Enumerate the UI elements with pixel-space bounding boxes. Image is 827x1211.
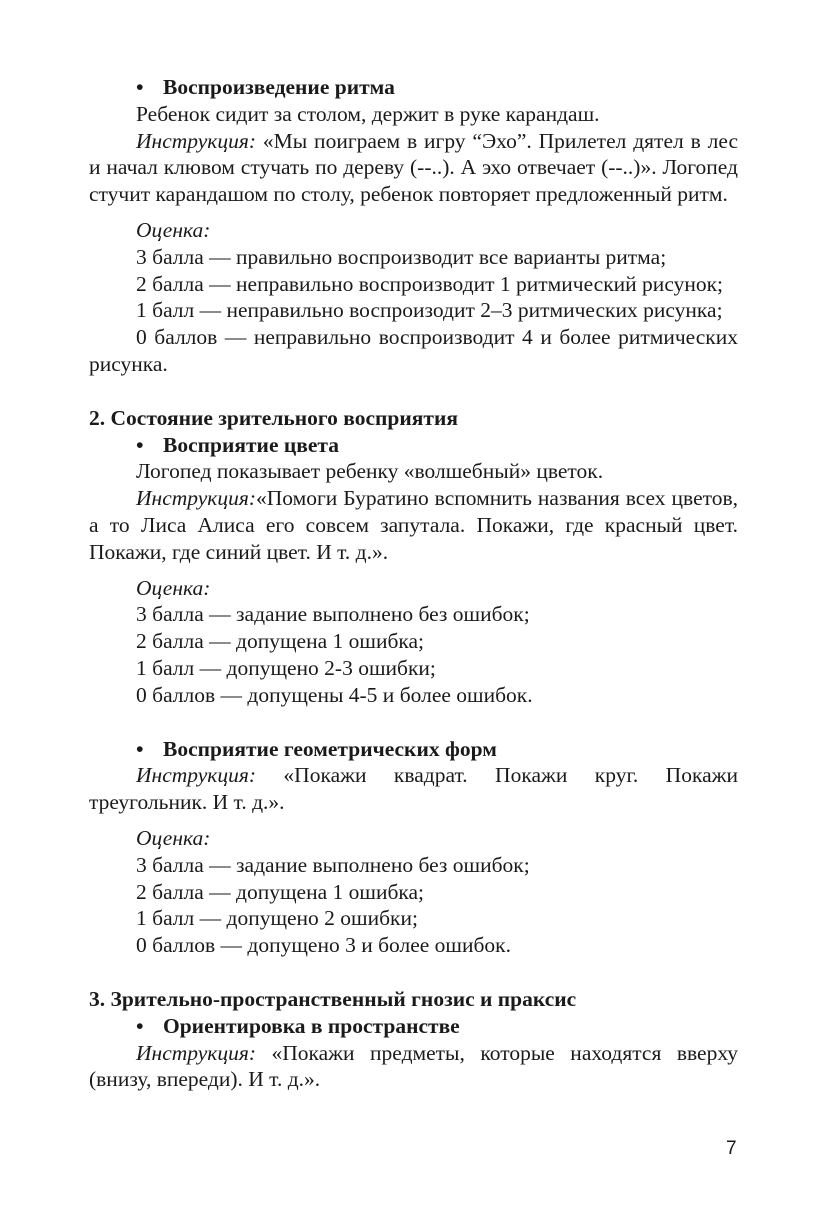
rhythm-score-3: 3 балла — правильно воспроизводит все варианты ритма; xyxy=(136,244,667,269)
color-score-label: Оценка: xyxy=(136,575,211,600)
bullet-dot-icon: • xyxy=(136,75,144,99)
bullet-dot-icon: • xyxy=(136,736,144,761)
instruction-text: «Помоги Буратино вспомнить названия всех цветов, а то Лиса Алиса его совсем запутала. Покажи, где красный цвет. Покажи, где синий цвет. И т. д.». xyxy=(89,486,738,564)
page-number: 7 xyxy=(726,1138,737,1159)
section-heading-3: 3. Зрительно-пространственный гнозис и праксис xyxy=(89,986,577,1011)
shapes-instruction xyxy=(89,762,738,816)
bullet-color-label: Восприятие цвета xyxy=(163,432,339,457)
bullet-shapes-label: Восприятие геометрических форм xyxy=(163,736,497,761)
instruction-label: Инструкция: xyxy=(136,486,256,511)
rhythm-score-2: 2 балла — неправильно воспроизводит 1 ритмический рисунок; xyxy=(136,271,723,296)
color-instruction xyxy=(89,485,738,565)
rhythm-score-label: Оценка: xyxy=(136,217,211,242)
instruction-label: Инструкция: xyxy=(136,763,256,788)
page-content xyxy=(89,74,738,1093)
bullet-orientation-label: Ориентировка в пространстве xyxy=(163,1013,460,1038)
instruction-text: «Мы поиграем в игру “Эхо”. Прилетел дятел в лес и начал клювом стучать по дереву (--..). А эхо отвечает (--..)». Логопед стучит карандашом по столу, ребенок повторяет предложенный ритм. xyxy=(89,128,738,207)
rhythm-intro: Ребенок сидит за столом, держит в руке карандаш. xyxy=(136,101,600,126)
shapes-score-0: 0 баллов — допущено 3 и более ошибок. xyxy=(136,933,512,958)
instruction-label: Инструкция: xyxy=(136,1040,256,1065)
instruction-text: «Покажи квадрат. Покажи круг. Покажи треугольник. И т. д.». xyxy=(89,763,738,815)
rhythm-score-0: 0 баллов — неправильно воспроизводит 4 и более ритмических рисунка. xyxy=(89,325,738,376)
bullet-dot-icon: • xyxy=(136,432,144,457)
orientation-instruction xyxy=(89,1040,738,1094)
shapes-score-1: 1 балл — допущено 2 ошибки; xyxy=(136,906,418,931)
rhythm-score-1: 1 балл — неправильно воспроизодит 2–3 ритмических рисунка; xyxy=(136,298,723,323)
shapes-score-label: Оценка: xyxy=(136,825,211,850)
instruction-text: «Покажи предметы, которые находятся вверху (внизу, впереди). И т. д.». xyxy=(89,1040,738,1092)
color-score-0: 0 баллов — допущены 4-5 и более ошибок. xyxy=(136,682,533,707)
instruction-label: Инструкция: xyxy=(136,128,256,153)
bullet-rhythm xyxy=(89,74,738,101)
section-heading-2: 2. Состояние зрительного восприятия xyxy=(89,405,458,430)
bullet-color xyxy=(89,432,738,459)
shapes-score-3: 3 балла — задание выполнено без ошибок; xyxy=(136,852,530,877)
bullet-dot-icon: • xyxy=(136,1013,144,1038)
bullet-orientation xyxy=(89,1013,738,1040)
color-score-3: 3 балла — задание выполнено без ошибок; xyxy=(136,602,530,627)
bullet-rhythm-label: Воспроизведение ритма xyxy=(163,75,395,99)
bullet-shapes xyxy=(89,736,738,763)
color-intro: Логопед показывает ребенку «волшебный» цветок. xyxy=(136,459,604,484)
rhythm-instruction xyxy=(89,128,738,208)
color-score-2: 2 балла — допущена 1 ошибка; xyxy=(136,629,425,654)
shapes-score-2: 2 балла — допущена 1 ошибка; xyxy=(136,879,425,904)
color-score-1: 1 балл — допущено 2-3 ошибки; xyxy=(136,655,436,680)
